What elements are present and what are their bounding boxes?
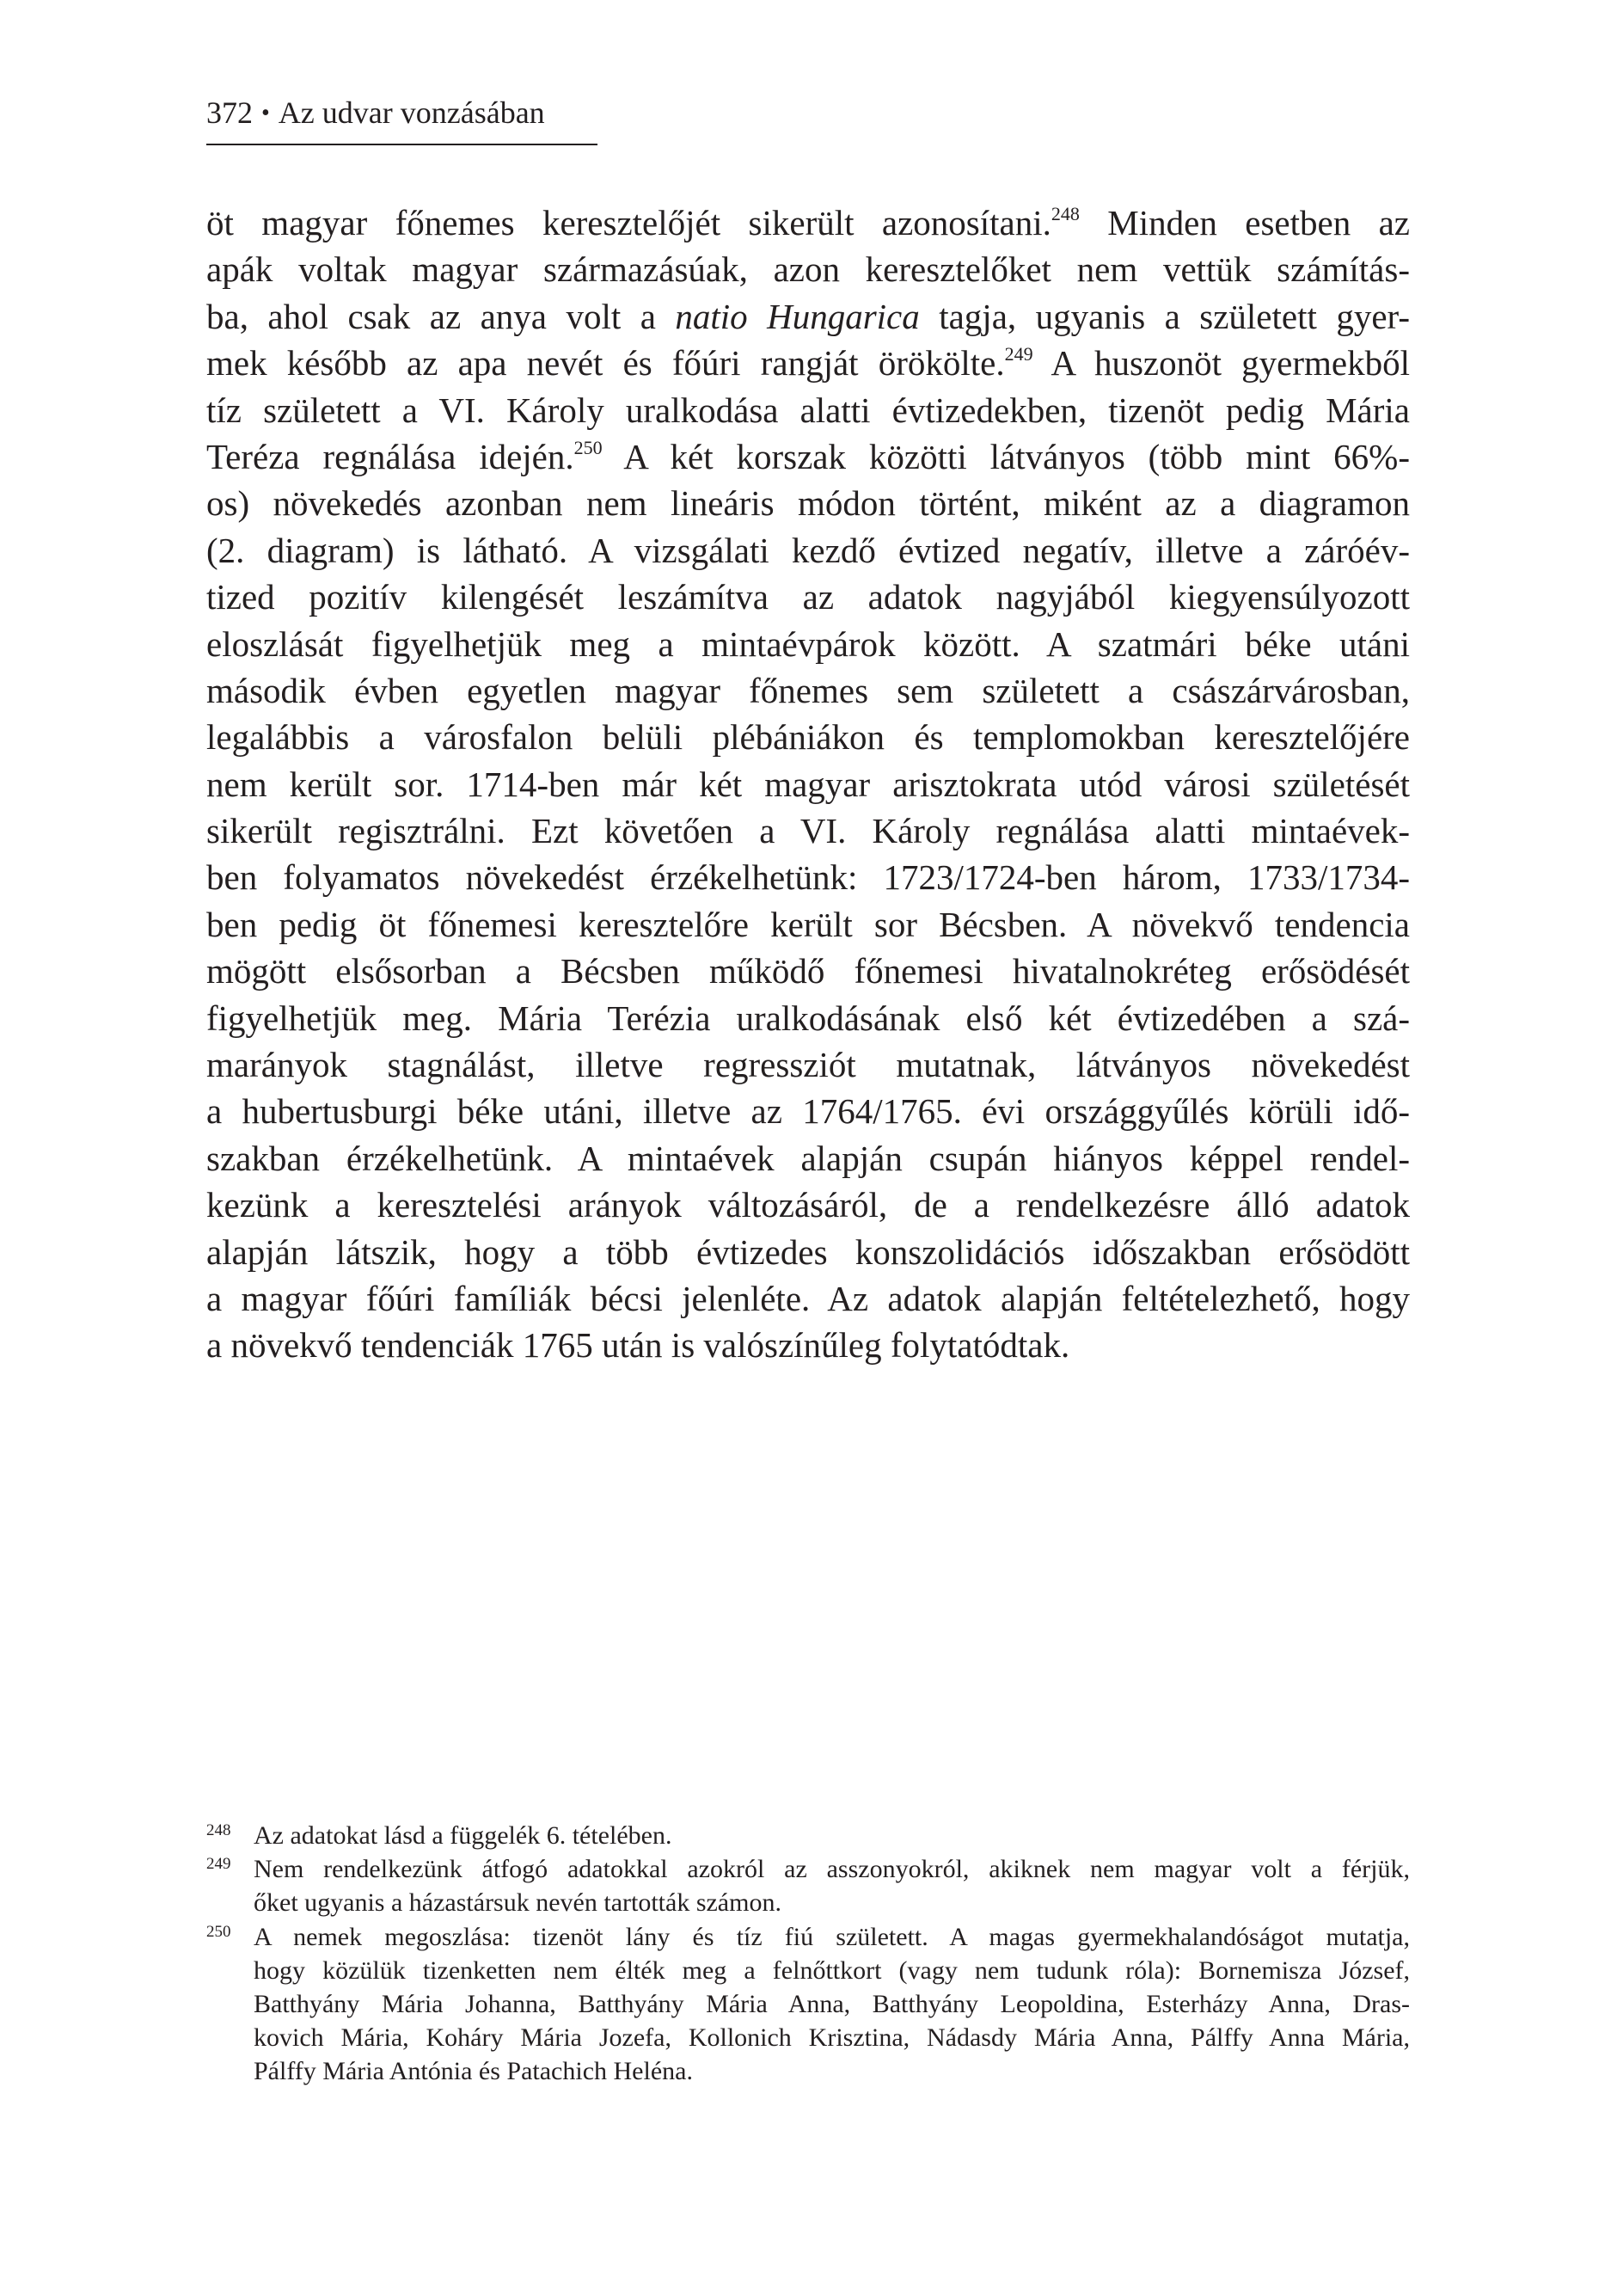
footnote-249 — [206, 1852, 1410, 1919]
footnote-number: 248 — [206, 1821, 231, 1839]
body-line: kezünk a keresztelési arányok változásáról, de a rendelkezésre álló adatok — [206, 1185, 1410, 1225]
body-line: öt magyar főnemes keresztelőjét sikerült azonosítani.$^{248}$ Minden esetben az — [206, 203, 1410, 242]
italic-phrase: natio Hungarica — [675, 296, 920, 336]
body-line: második évben egyetlen magyar főnemes sem született a császárvárosban, — [206, 670, 1410, 710]
body-line: marányok stagnálást, illetve regressziót mutatnak, látványos növekedést — [206, 1045, 1410, 1085]
footnotes — [206, 1819, 1410, 2089]
body-line: mek később az apa nevét és főúri rangját örökölte.$^{249}$ A huszonöt gyermekből — [206, 343, 1411, 384]
footnote-ref-248[interactable]: 248 — [1051, 203, 1080, 224]
body-line: a magyar főúri famíliák bécsi jelenléte. Az adatok alapján feltételezhető, hogy — [206, 1278, 1410, 1318]
footnote-248 — [206, 1819, 1410, 1852]
body-line: legalábbis a városfalon belüli plébániákon és templomokban keresztelőjére — [206, 717, 1410, 758]
running-head — [206, 90, 597, 145]
body-line: a hubertusburgi béke utáni, illetve az 1764/1765. évi országgyűlés körüli idő- — [206, 1091, 1410, 1132]
footnote-number: 250 — [206, 1922, 231, 1941]
running-title: Az udvar vonzásában — [278, 95, 545, 130]
bullet-separator: • — [261, 100, 270, 126]
body-line: apák voltak magyar származásúak, azon keresztelőket nem vettük számítás- — [206, 249, 1410, 290]
body-line: a növekvő tendenciák 1765 után is valószínűleg folytatódtak. — [206, 1325, 1070, 1366]
footnote-number: 249 — [206, 1855, 231, 1874]
footnote-ref-250[interactable]: 250 — [573, 436, 603, 458]
page-number: 372 — [206, 95, 253, 130]
body-line: tíz született a VI. Károly uralkodása alatti évtizedekben, tizenöt pedig Mária — [206, 390, 1410, 430]
body-line: os) növekedés azonban nem lineáris módon történt, miként az a diagramon — [206, 483, 1410, 524]
body-line: szakban érzékelhetünk. A mintaévek alapján csupán hiányos képpel rendel- — [206, 1138, 1410, 1178]
body-line: nem került sor. 1714-ben már két magyar arisztokrata utód városi születését — [206, 764, 1410, 804]
body-line: (2. diagram) is látható. A vizsgálati kezdő évtized negatív, illetve a záróév- — [206, 530, 1410, 570]
footnote-line: Az adatokat lásd a függelék 6. tételében. — [254, 1821, 672, 1850]
footnote-line: Pálffy Mária Antónia és Patachich Heléna. — [254, 2057, 693, 2086]
footnote-line: őket ugyanis a házastársuk nevén tartották számon. — [254, 1888, 781, 1918]
body-line: sikerült regisztrálni. Ezt követően a VI. Károly regnálása alatti mintaévek- — [206, 811, 1410, 851]
body-line: ba, ahol csak az anya volt a natio Hungarica tagja, ugyanis a született gyer- — [206, 296, 1411, 336]
body-line: Teréza regnálása idején.$^{250}$ A két korszak közötti látványos (több mint 66%- — [206, 436, 1410, 476]
footnote-line: Nem rendelkezünk átfogó adatokkal azokról az asszonyokról, akiknek nem magyar volt a férjük, — [254, 1855, 1410, 1884]
body-line: figyelhetjük meg. Mária Terézia uralkodásának első két évtizedében a szá- — [206, 998, 1410, 1038]
body-line: eloszlását figyelhetjük meg a mintaévpárok között. A szatmári béke utáni — [206, 623, 1410, 664]
footnote-line: hogy közülük tizenketten nem élték meg a felnőttkort (vagy nem tudunk róla): Bornemisza József, — [254, 1955, 1410, 1985]
footnote-250 — [206, 1920, 1410, 2089]
footnote-line: Batthyány Mária Johanna, Batthyány Mária Anna, Batthyány Leopoldina, Esterházy Anna, Dras- — [254, 1989, 1410, 2018]
body-text — [206, 200, 1410, 1369]
footnote-line: kovich Mária, Koháry Mária Jozefa, Kollonich Krisztina, Nádasdy Mária Anna, Pálffy Anna Mária, — [254, 2023, 1410, 2053]
body-line: tized pozitív kilengését leszámítva az adatok nagyjából kiegyensúlyozott — [206, 577, 1410, 617]
body-line: ben folyamatos növekedést érzékelhetünk: 1723/1724-ben három, 1733/1734- — [206, 857, 1410, 898]
footnote-line: A nemek megoszlása: tizenöt lány és tíz fiú született. A magas gyermekhalandóságot mutatja, — [254, 1922, 1410, 1951]
footnote-ref-249[interactable]: 249 — [1004, 343, 1033, 365]
body-line: ben pedig öt főnemesi keresztelőre került sor Bécsben. A növekvő tendencia — [206, 904, 1410, 944]
body-line: mögött elsősorban a Bécsben működő főnemesi hivatalnokréteg erősödését — [206, 951, 1410, 991]
body-line: alapján látszik, hogy a több évtizedes konszolidációs időszakban erősödött — [206, 1231, 1410, 1272]
